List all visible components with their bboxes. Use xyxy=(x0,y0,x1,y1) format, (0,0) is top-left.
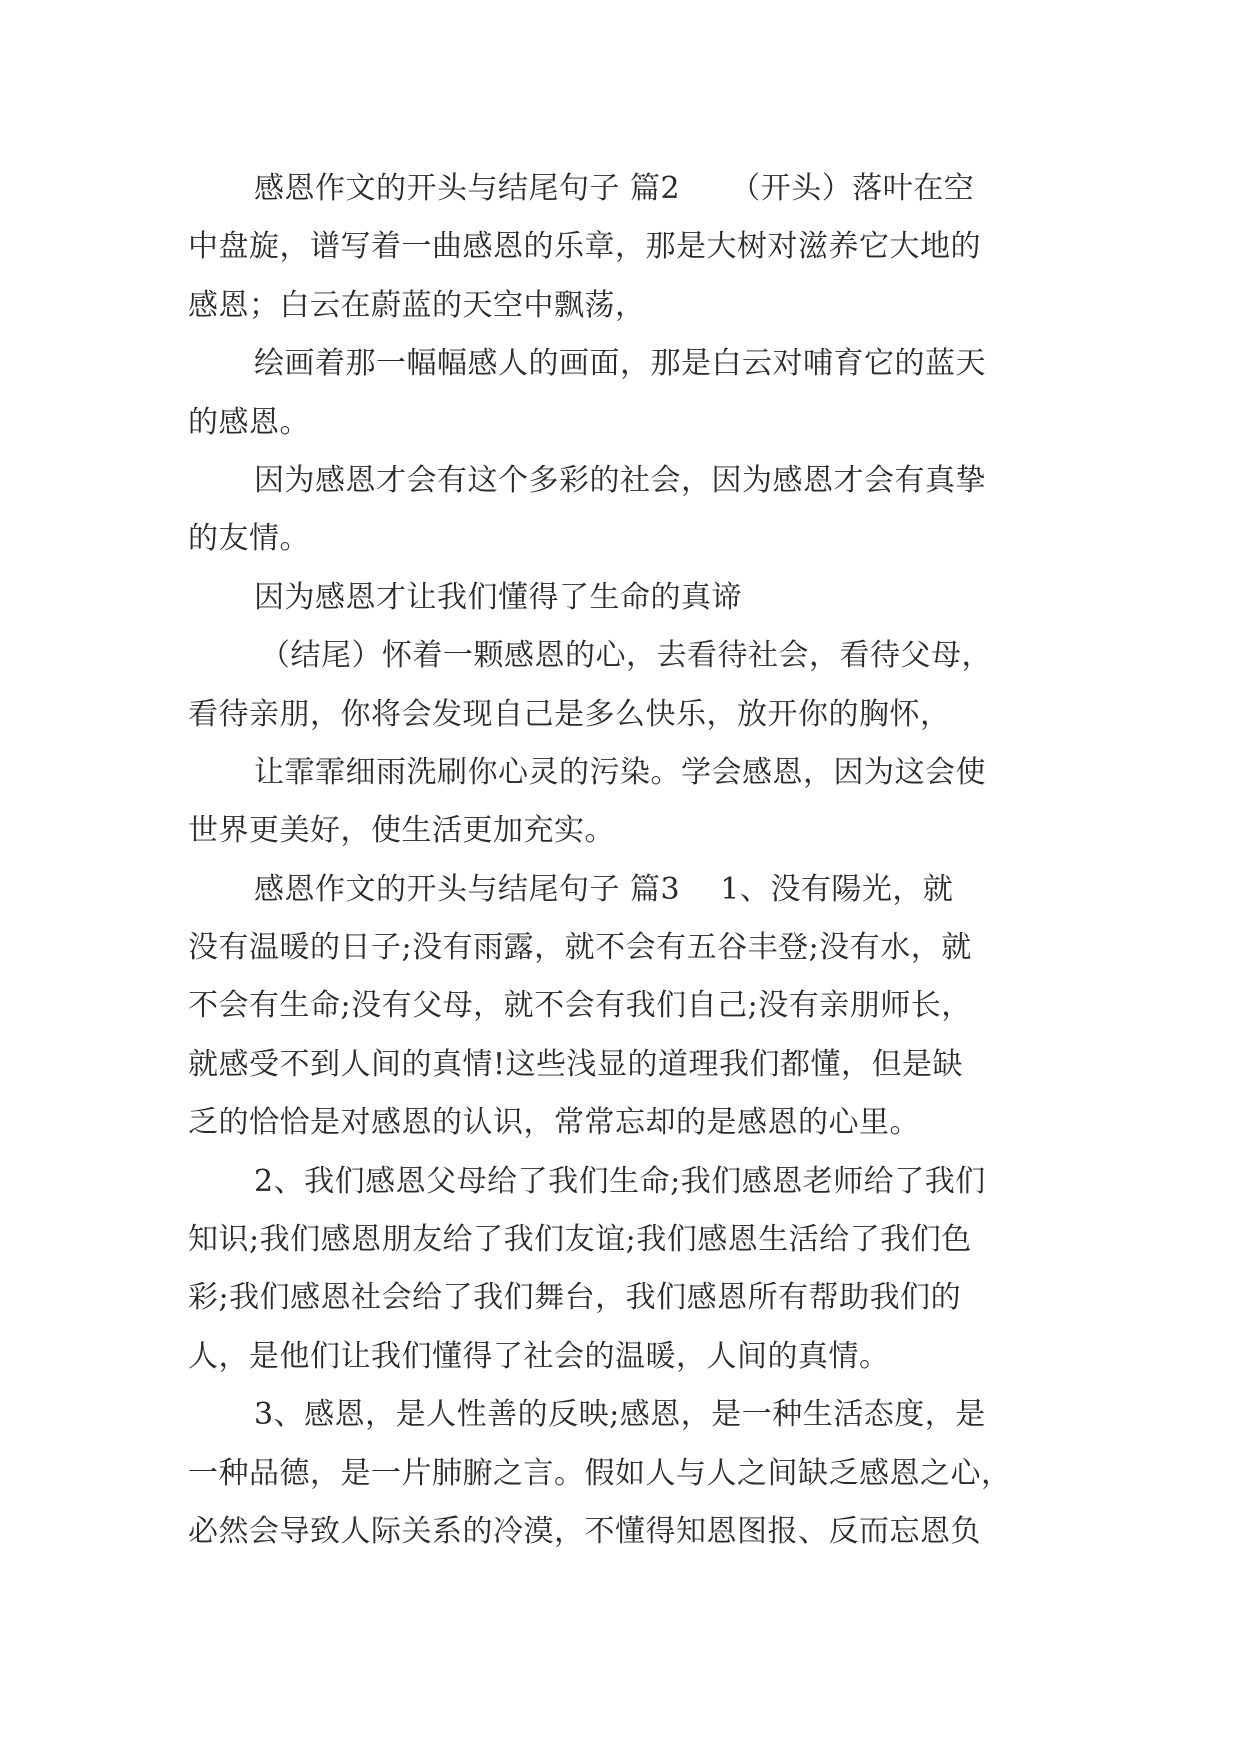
text-line: 感恩；白云在蔚蓝的天空中飘荡， xyxy=(188,287,646,323)
text-line: 因为感恩才会有这个多彩的社会，因为感恩才会有真挚 xyxy=(254,462,986,498)
text-line: 必然会导致人际关系的冷漠，不懂得知恩图报、反而忘恩负 xyxy=(188,1513,981,1549)
text-line: 感恩作文的开头与结尾句子 篇3 1、没有陽光，就 xyxy=(254,871,954,907)
text-line: 不会有生命;没有父母，就不会有我们自己;没有亲朋师长， xyxy=(188,988,972,1024)
text-line: 彩;我们感恩社会给了我们舞台，我们感恩所有帮助我们的 xyxy=(188,1280,962,1316)
text-line: 感恩作文的开头与结尾句子 篇2 （开头）落叶在空 xyxy=(254,171,975,206)
text-line: 乏的恰恰是对感恩的认识，常常忘却的是感恩的心里。 xyxy=(188,1105,920,1141)
text-line: 中盘旋，谱写着一曲感恩的乐章，那是大树对滋养它大地的 xyxy=(188,229,981,265)
text-line: 3、感恩，是人性善的反映;感恩，是一种生活态度，是 xyxy=(254,1397,986,1433)
text-line: 一种品德，是一片肺腑之言。假如人与人之间缺乏感恩之心， xyxy=(188,1455,1012,1491)
text-line: 因为感恩才让我们懂得了生命的真谛 xyxy=(254,579,742,615)
text-line: 没有温暖的日子;没有雨露，就不会有五谷丰登;没有水，就 xyxy=(188,930,972,966)
text-line: 2、我们感恩父母给了我们生命;我们感恩老师给了我们 xyxy=(254,1163,986,1199)
text-line: 人，是他们让我们懂得了社会的温暖，人间的真情。 xyxy=(188,1338,890,1374)
text-line: 知识;我们感恩朋友给了我们友谊;我们感恩生活给了我们色 xyxy=(188,1222,972,1258)
text-line: 世界更美好，使生活更加充实。 xyxy=(188,813,615,849)
text-line: 的感恩。 xyxy=(188,404,310,440)
text-line: 就感受不到人间的真情!这些浅显的道理我们都懂，但是缺 xyxy=(188,1046,964,1082)
text-line: 让霏霏细雨洗刷你心灵的污染。学会感恩，因为这会使 xyxy=(254,754,986,790)
text-line: （结尾）怀着一颗感恩的心，去看待社会，看待父母， xyxy=(260,638,992,674)
text-line: 绘画着那一幅幅感人的画面，那是白云对哺育它的蓝天 xyxy=(254,346,986,382)
text-line: 的友情。 xyxy=(188,521,310,557)
text-line: 看待亲朋，你将会发现自己是多么快乐，放开你的胸怀， xyxy=(188,696,951,732)
document-body xyxy=(188,160,1068,1561)
